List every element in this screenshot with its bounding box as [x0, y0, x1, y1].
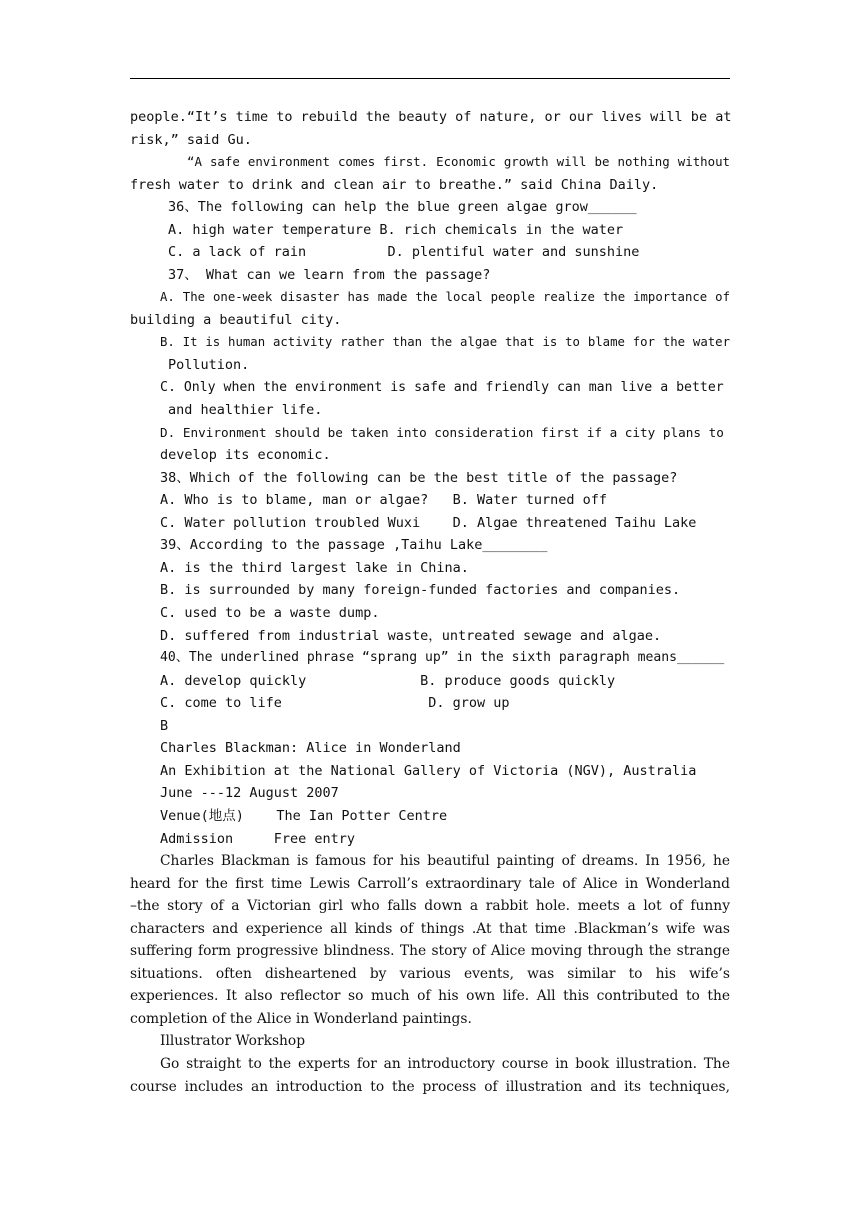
- question-36-options: C. a lack of rain D. plentiful water and sunshine: [168, 244, 640, 261]
- document-body: [130, 106, 730, 1098]
- question-36: 36、The following can help the blue green algae grow______: [168, 199, 637, 216]
- text-line: Pollution.: [168, 357, 250, 374]
- question-40: 40、The underlined phrase “sprang up” in the sixth paragraph means______: [160, 650, 725, 666]
- text-line: risk,” said Gu.: [130, 131, 252, 148]
- header-rule: [130, 78, 730, 79]
- question-39-option-c: C. used to be a waste dump.: [160, 605, 380, 622]
- text-line: suffering form progressive blindness. The story of Alice moving through the strange: [130, 943, 730, 960]
- workshop-heading: Illustrator Workshop: [160, 1033, 306, 1050]
- text-line: people.“It’s time to rebuild the beauty of nature, or our lives will be at: [130, 109, 732, 125]
- question-40-options: C. come to life D. grow up: [160, 695, 510, 712]
- exhibition-venue: Venue(地点) The Ian Potter Centre: [160, 807, 448, 824]
- text-line: characters and experience all kinds of things .At that time .Blackman’s wife was: [130, 920, 730, 937]
- text-line: and healthier life.: [168, 402, 323, 419]
- text-line: Go straight to the experts for an introductory course in book illustration. The: [160, 1055, 730, 1072]
- text-line: –the story of a Victorian girl who falls down a rabbit hole. meets a lot of funny: [130, 898, 730, 915]
- exhibition-title: Charles Blackman: Alice in Wonderland: [160, 740, 461, 757]
- question-37-option-b: B. It is human activity rather than the algae that is to blame for the water: [160, 335, 730, 350]
- text-line: fresh water to drink and clean air to breathe.” said China Daily.: [130, 176, 659, 193]
- text-line: “A safe environment comes first. Economic growth will be nothing without: [187, 154, 730, 170]
- question-37-option-a: A. The one-week disaster has made the local people realize the importance of: [160, 290, 730, 305]
- text-line: completion of the Alice in Wonderland paintings.: [130, 1010, 472, 1027]
- question-36-options: A. high water temperature B. rich chemicals in the water: [168, 221, 624, 238]
- question-39: 39、According to the passage ,Taihu Lake________: [160, 537, 548, 554]
- exhibition-admission: Admission Free entry: [160, 830, 356, 847]
- question-38: 38、Which of the following can be the best title of the passage?: [160, 469, 678, 486]
- question-37-option-c: C. Only when the environment is safe and friendly can man live a better: [160, 379, 724, 395]
- text-line: heard for the first time Lewis Carroll’s extraordinary tale of Alice in Wonderland: [130, 875, 730, 892]
- text-line: develop its economic.: [160, 447, 331, 464]
- question-40-options: A. develop quickly B. produce goods quickly: [160, 672, 616, 689]
- text-line: Charles Blackman is famous for his beautiful painting of dreams. In 1956, he: [160, 853, 730, 870]
- exhibition-subtitle: An Exhibition at the National Gallery of Victoria (NGV), Australia: [160, 762, 697, 779]
- text-line: situations. often disheartened by various events, was similar to his wife’s: [130, 965, 730, 982]
- text-line: experiences. It also reflector so much of his own life. All this contributed to the: [130, 988, 730, 1005]
- question-37-option-d: D. Environment should be taken into consideration first if a city plans to: [160, 424, 724, 440]
- question-39-option-d: D. suffered from industrial waste，untreated sewage and algae.: [160, 627, 662, 644]
- question-38-options: A. Who is to blame, man or algae? B. Water turned off: [160, 492, 608, 509]
- text-line: building a beautiful city.: [130, 311, 342, 328]
- question-38-options: C. Water pollution troubled Wuxi D. Algae threatened Taihu Lake: [160, 514, 697, 531]
- question-39-option-b: B. is surrounded by many foreign-funded factories and companies.: [160, 582, 681, 599]
- exhibition-dates: June ---12 August 2007: [160, 785, 339, 802]
- text-line: course includes an introduction to the process of illustration and its techniques,: [130, 1078, 730, 1095]
- question-37: 37、 What can we learn from the passage?: [168, 266, 491, 283]
- section-label: B: [160, 717, 169, 734]
- question-39-option-a: A. is the third largest lake in China.: [160, 559, 469, 576]
